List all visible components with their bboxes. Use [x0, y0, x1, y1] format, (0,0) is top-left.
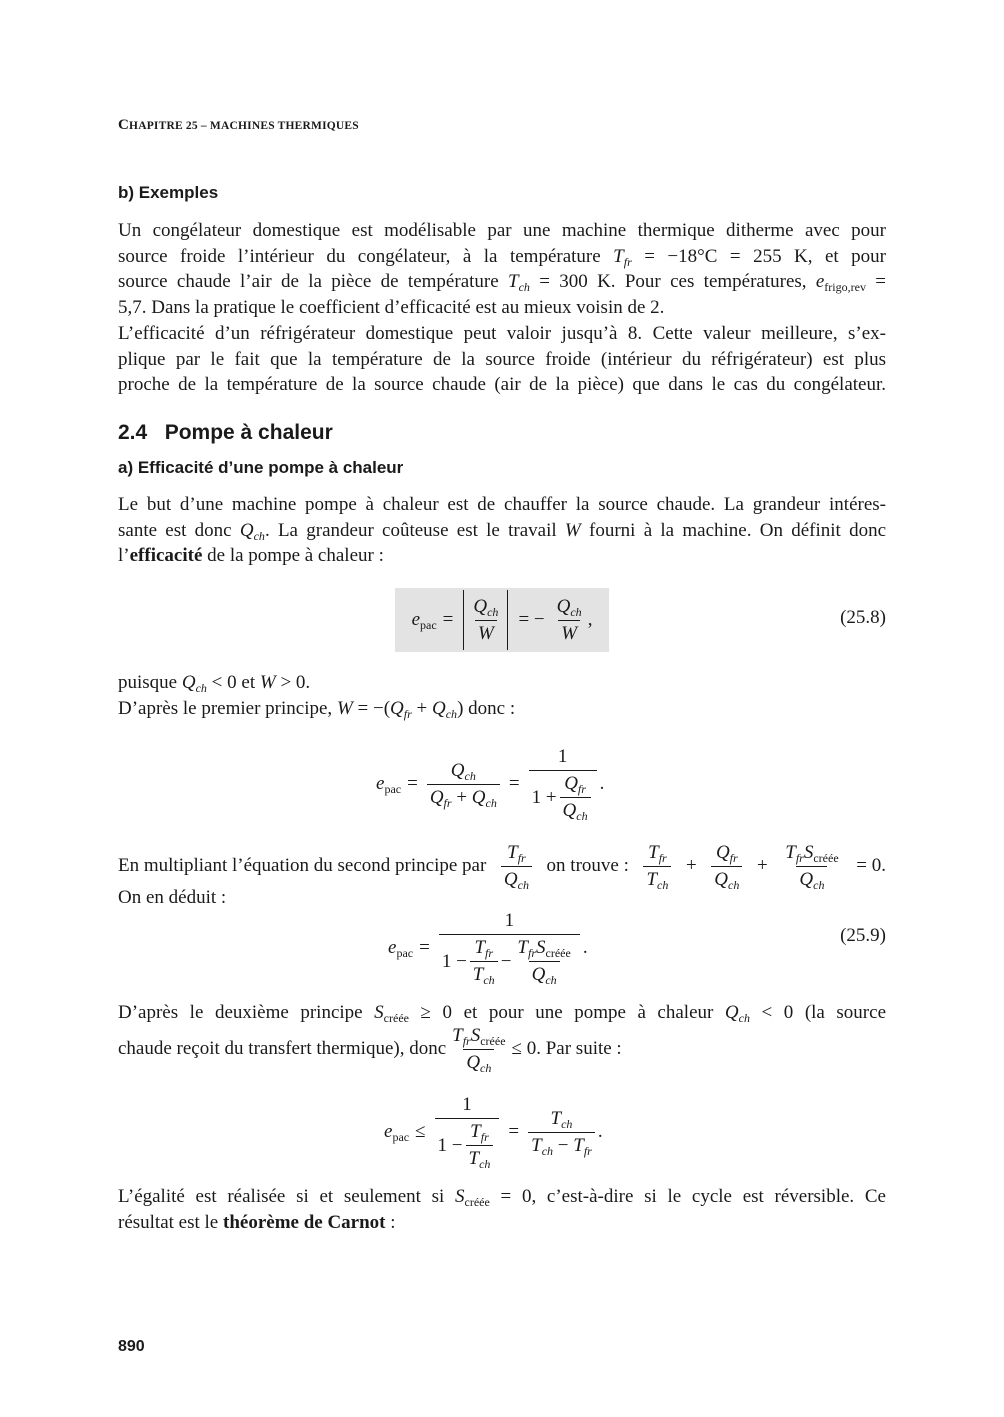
paragraph-congelateur: Un congélateur domestique est modélisable par une machine thermique ditherme avec pour source froide l’intérieur du congélateur, à la température $T_{fr} = -18^\circ C = 255$ K, et pour source chaude l’air de la pièce de température $T_{ch} = 300$ K. Pour ces températures, $e_{frigo,rev}$ = 5,7. Dans la pratique le coefficient d’efficacité est au mieux voisin de 2.: [118, 220, 886, 318]
paragraph-but-pompe: Le but d’une machine pompe à chaleur est de chauffer la source chaude. La grandeur intéres- sante est donc $Q_{ch}$. La grandeur coûteuse est le travail W fourni à la machine. On définit donc l’efficacité de la pompe à chaleur :: [118, 494, 887, 566]
line-en-multipliant: En multipliant l’équation du second principe par $\frac{T_{fr}}{Q_{ch}}$ on trouve : $\frac{T_{fr}}{T_{ch}}$ + $\frac{Q_{fr}}{Q_{ch}}$ + $\frac{T_{fr}S_{créée}}{Q_{ch}}$ = 0.: [118, 841, 886, 892]
subsection-title-efficacite: a) Efficacité d’une pompe à chaleur: [118, 458, 404, 477]
paragraph-puisque: puisque $Q_{ch} < 0$ et W > 0. D’après le premier principe, $W = -(Q_{fr} + Q_{ch})$ donc :: [118, 672, 516, 721]
equation-number-25-9: (25.9): [840, 925, 886, 946]
line-on-en-deduit: On en déduit :: [118, 887, 227, 908]
equation-number-25-8: (25.8): [840, 607, 886, 628]
paragraph-refrigerateur: L’efficacité d’un réfrigérateur domestique peut valoir jusqu’à 8. Cette valeur meilleure, s’ex- plique par le fait que la température de la source froide (intérieur du réfrigérateur) est plus proche de la température de la source chaude (air de la pièce) que dans le cas du congélateur.: [118, 323, 886, 395]
paragraph-theoreme-carnot: L’égalité est réalisée si et seulement si $S_{créée} = 0$, c’est-à-dire si le cycle est réversible. Ce résultat est le théorème de Carnot :: [118, 1186, 886, 1233]
page-number: 890: [118, 1338, 145, 1355]
equation-25-9: $e_{pac}$ = 1 1 − $\frac{T_{fr}}{T_{ch}}$ − $\frac{T_{fr}S_{créée}}{Q_{ch}}$ .: [388, 910, 588, 987]
equation-epac-premier-principe: $e_{pac}$ = $\frac{Q_{ch}}{Q_{fr} + Q_{ch}}$ = 1 1 + $\frac{Q_{fr}}{Q_{ch}}$ .: [376, 746, 605, 823]
equation-epac-inegalite: $e_{pac}$ ≤ 1 1 − $\frac{T_{fr}}{T_{ch}}$ = $\frac{T_{ch}}{T_{ch} - T_{fr}}$ .: [384, 1094, 603, 1171]
equation-25-8: $e_{pac}$ = $\frac{Q_{ch}}{W}$ = − $\frac{Q_{ch}}{W}$ ,: [395, 588, 609, 652]
line-chaude-recoit: chaude reçoit du transfert thermique), donc $\frac{T_{fr}S_{créée}}{Q_{ch}}$ ≤ 0. Par suite :: [118, 1024, 622, 1075]
section-title-pompe-a-chaleur: 2.4 Pompe à chaleur: [118, 421, 333, 444]
running-head: CHAPITRE 25 – MACHINES THERMIQUES: [118, 117, 359, 133]
paragraph-deuxieme-principe: D’après le deuxième principe $S_{créée} \ge 0$ et pour une pompe à chaleur $Q_{ch} < 0$ (la source: [118, 1002, 886, 1025]
subsection-title-exemples: b) Exemples: [118, 183, 219, 202]
